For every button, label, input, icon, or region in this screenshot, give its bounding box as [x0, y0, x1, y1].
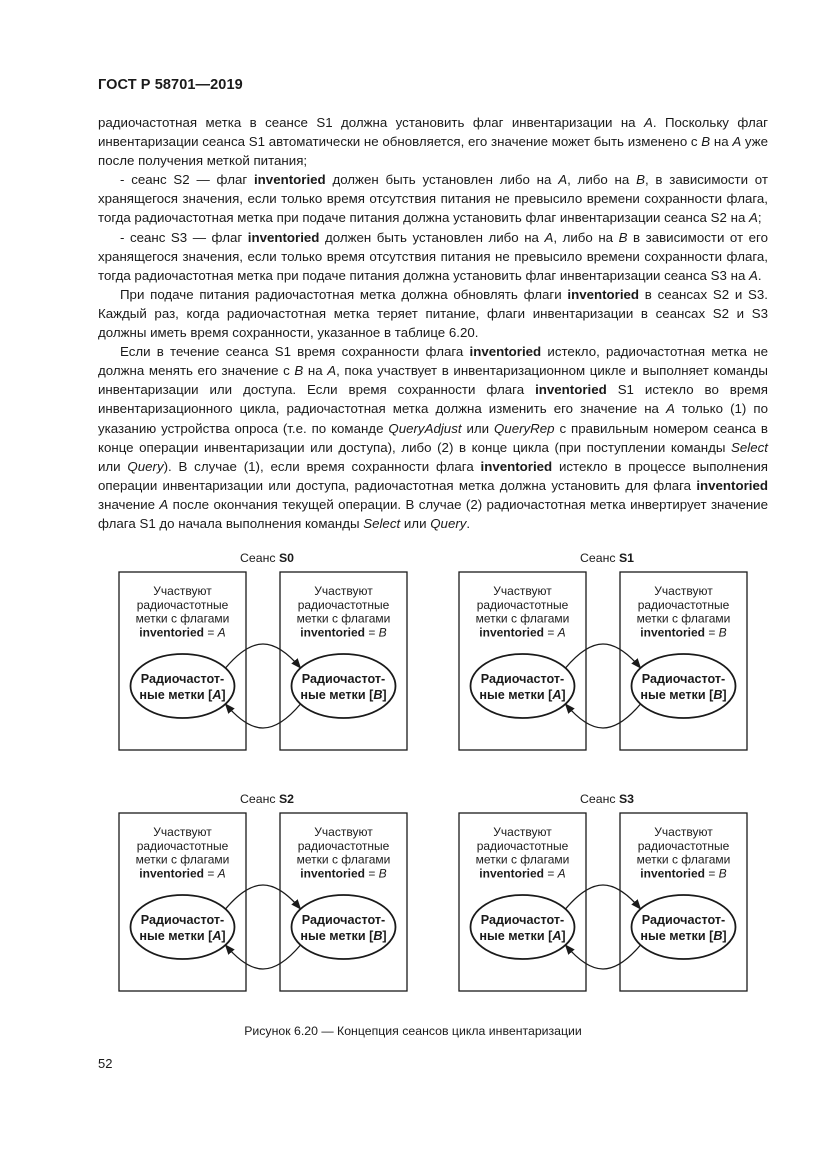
italic-term: Query	[127, 458, 164, 474]
text-run: с правильным номером сеанса в конце операции инвентаризации или доступа), либо (2) в конце цикла (при поступлении команды	[98, 420, 768, 455]
box-text-line: радиочастотные	[136, 838, 229, 853]
italic-term: Query	[430, 515, 467, 531]
box-text-line: радиочастотные	[476, 597, 569, 612]
box-text-line: inventoried = A	[479, 866, 566, 881]
box-text-line: радиочастотные	[637, 597, 730, 612]
italic-term: B	[294, 363, 304, 379]
box-text-line: Участвуют	[654, 584, 713, 598]
box-text-line: Участвуют	[493, 825, 552, 839]
italic-term: B	[636, 172, 645, 188]
box-text-line: радиочастотные	[136, 597, 229, 612]
box-text-line: Участвуют	[153, 825, 212, 839]
box-text-line: радиочастотные	[637, 838, 730, 853]
text-run: S1 истекло во время инвентаризационного цикла, радиочастотная метка должна изменить его значение на	[98, 382, 769, 417]
ellipse-label: ные метки [A]	[139, 929, 226, 943]
tags-ellipse-b	[632, 654, 736, 718]
transition-arrow-a-to-b	[226, 644, 301, 668]
text-run: радиочастотная метка в сеансе S1 должна установить флаг инвентаризации на	[98, 115, 644, 130]
text-run: на	[303, 363, 328, 379]
transition-arrow-b-to-a	[226, 704, 301, 728]
italic-term: A	[666, 401, 675, 417]
ellipse-label: ные метки [B]	[300, 688, 387, 702]
text-run: истекло, радиочастотная метка не должна менять его значение с	[98, 344, 768, 379]
bold-term: inventoried	[469, 344, 542, 360]
session-s1	[459, 551, 747, 750]
italic-term: Select	[363, 515, 401, 531]
bold-term: inventoried	[567, 286, 640, 302]
ellipse-label: Радиочастот-	[641, 913, 726, 927]
italic-term: A	[558, 172, 568, 188]
box-text-line: inventoried = A	[139, 866, 226, 881]
box-text-line: метки с флагами	[135, 611, 230, 626]
tags-ellipse-b	[292, 895, 396, 959]
box-text-line: inventoried = A	[479, 625, 566, 640]
italic-term: A	[749, 267, 758, 283]
text-run: в зависимости от его хранящегося значения, если только время отсутствия питания не превысило времени сохранности флага, тогда радиочастотная метка при подаче питания должна установить флаг инвентаризации сеанса S3 на	[98, 229, 768, 283]
text-run: истекло в процессе выполнения операции инвентаризации или доступа, радиочастотная метка должна установить для флага	[98, 458, 768, 493]
ellipse-label: ные метки [B]	[300, 929, 387, 943]
text-run: на	[710, 134, 733, 150]
tags-ellipse-a	[131, 895, 235, 959]
bold-term: inventoried	[696, 477, 768, 493]
box-text-line: Участвуют	[153, 584, 212, 598]
page-number: 52	[98, 1056, 113, 1071]
italic-term: A	[327, 363, 337, 379]
text-run: значение	[98, 496, 160, 512]
text-run: , пока участвует в инвентаризационном цикле и выполняет команды инвентаризации или доступа. Если время сохранности флага	[98, 363, 768, 398]
ellipse-label: ные метки [B]	[640, 929, 727, 943]
text-run: - сеанс S2 — флаг	[120, 172, 254, 188]
transition-arrow-a-to-b	[226, 885, 301, 909]
italic-term: B	[701, 134, 711, 150]
box-text-line: радиочастотные	[476, 838, 569, 853]
text-run: в сеансах S2 и S3. Каждый раз, когда радиочастотная метка теряет питание, флаги инвентаризации в сеансах S2 и S3 должны иметь время сохранности, указанное в таблице 6.20.	[98, 286, 768, 341]
text-run: ). В случае (1), если время сохранности флага	[163, 458, 481, 474]
tags-ellipse-b	[292, 654, 396, 718]
italic-term: Select	[731, 439, 768, 455]
box-text-line: Участвуют	[493, 584, 552, 598]
ellipse-label: Радиочастот-	[480, 672, 565, 686]
session-s0	[119, 551, 407, 750]
tags-ellipse-a	[471, 654, 575, 718]
box-text-line: метки с флагами	[475, 852, 570, 867]
figure-caption: Рисунок 6.20 — Концепция сеансов цикла инвентаризации	[244, 1024, 582, 1038]
text-run: только (1) по указанию устройства опроса (т.е. по команде	[98, 401, 768, 436]
italic-term: A	[732, 134, 742, 150]
ellipse-label: Радиочастот-	[140, 672, 225, 686]
session-s2	[119, 792, 407, 991]
text-run: после окончания текущей операции. В случае (2) радиочастотная метка инвертирует значение флага S1 до начала выполнения команды	[98, 496, 768, 531]
session-label: Сеанс S2	[240, 792, 294, 806]
box-text-line: метки с флагами	[636, 611, 731, 626]
box-text-line: Участвуют	[654, 825, 713, 839]
box-text-line: inventoried = B	[640, 625, 727, 640]
ellipse-label: ные метки [B]	[640, 688, 727, 702]
session-s3	[459, 792, 747, 991]
box-text-line: метки с флагами	[475, 611, 570, 626]
box-text-line: радиочастотные	[297, 838, 390, 853]
italic-term: A	[159, 496, 169, 512]
box-text-line: inventoried = B	[300, 625, 387, 640]
box-text-line: метки с флагами	[296, 611, 391, 626]
text-run: должен быть установлен либо на	[325, 172, 559, 188]
tags-ellipse-a	[131, 654, 235, 718]
box-text-line: радиочастотные	[297, 597, 390, 612]
box-text-line: метки с флагами	[636, 852, 731, 867]
ellipse-label: ные метки [A]	[139, 688, 226, 702]
session-label: Сеанс S0	[240, 551, 294, 565]
text-run: должен быть установлен либо на	[319, 229, 545, 245]
ellipse-label: Радиочастот-	[301, 913, 386, 927]
box-text-line: метки с флагами	[296, 852, 391, 867]
text-run: уже после получения меткой питания;	[98, 134, 768, 169]
bold-term: inventoried	[480, 458, 553, 474]
session-label: Сеанс S3	[580, 792, 634, 806]
transition-arrow-a-to-b	[566, 644, 641, 668]
bold-term: inventoried	[535, 382, 607, 398]
session-label: Сеанс S1	[580, 551, 634, 565]
text-run: .	[466, 515, 471, 531]
box-text-line: inventoried = B	[640, 866, 727, 881]
ellipse-label: ные метки [A]	[479, 929, 566, 943]
box-text-line: inventoried = B	[300, 866, 387, 881]
transition-arrow-b-to-a	[566, 945, 641, 969]
transition-arrow-a-to-b	[566, 885, 641, 909]
tags-ellipse-a	[471, 895, 575, 959]
italic-term: A	[643, 115, 653, 130]
text-run: . Поскольку флаг инвентаризации сеанса S1 автоматически не обновляется, его значение может быть изменено с	[98, 115, 768, 150]
italic-term: B	[618, 229, 628, 245]
text-run: или	[98, 458, 128, 474]
text-run: или	[400, 515, 431, 531]
ellipse-label: Радиочастот-	[301, 672, 386, 686]
text-run: Если в течение сеанса S1 время сохранности флага	[120, 344, 470, 360]
text-run: - сеанс S3 — флаг	[120, 229, 248, 245]
tags-ellipse-b	[632, 895, 736, 959]
ellipse-label: Радиочастот-	[140, 913, 225, 927]
transition-arrow-b-to-a	[226, 945, 301, 969]
bold-term: inventoried	[253, 172, 326, 188]
italic-term: QueryAdjust	[388, 420, 462, 436]
text-run: , в зависимости от хранящегося значения, если только время отсутствия питания не превысило времени сохранности флага, тогда радиочастотная метка при подаче питания должна установить флаг инвентаризации сеанса S2 на	[98, 172, 768, 226]
box-text-line: метки с флагами	[135, 852, 230, 867]
text-run: , либо на	[567, 172, 637, 188]
italic-term: QueryRep	[493, 420, 555, 436]
text-run: .	[757, 267, 762, 283]
ellipse-label: ные метки [A]	[479, 688, 566, 702]
ellipse-label: Радиочастот-	[641, 672, 726, 686]
bold-term: inventoried	[247, 229, 320, 245]
italic-term: A	[749, 210, 758, 226]
box-text-line: inventoried = A	[139, 625, 226, 640]
text-run: При подаче питания радиочастотная метка должна обновлять флаги	[120, 286, 568, 302]
text-run: ;	[757, 210, 762, 226]
text-run: или	[461, 420, 494, 436]
italic-term: A	[544, 229, 554, 245]
box-text-line: Участвуют	[314, 825, 373, 839]
document-header: ГОСТ Р 58701—2019	[98, 77, 243, 93]
ellipse-label: Радиочастот-	[480, 913, 565, 927]
text-run: , либо на	[553, 229, 619, 245]
box-text-line: Участвуют	[314, 584, 373, 598]
transition-arrow-b-to-a	[566, 704, 641, 728]
